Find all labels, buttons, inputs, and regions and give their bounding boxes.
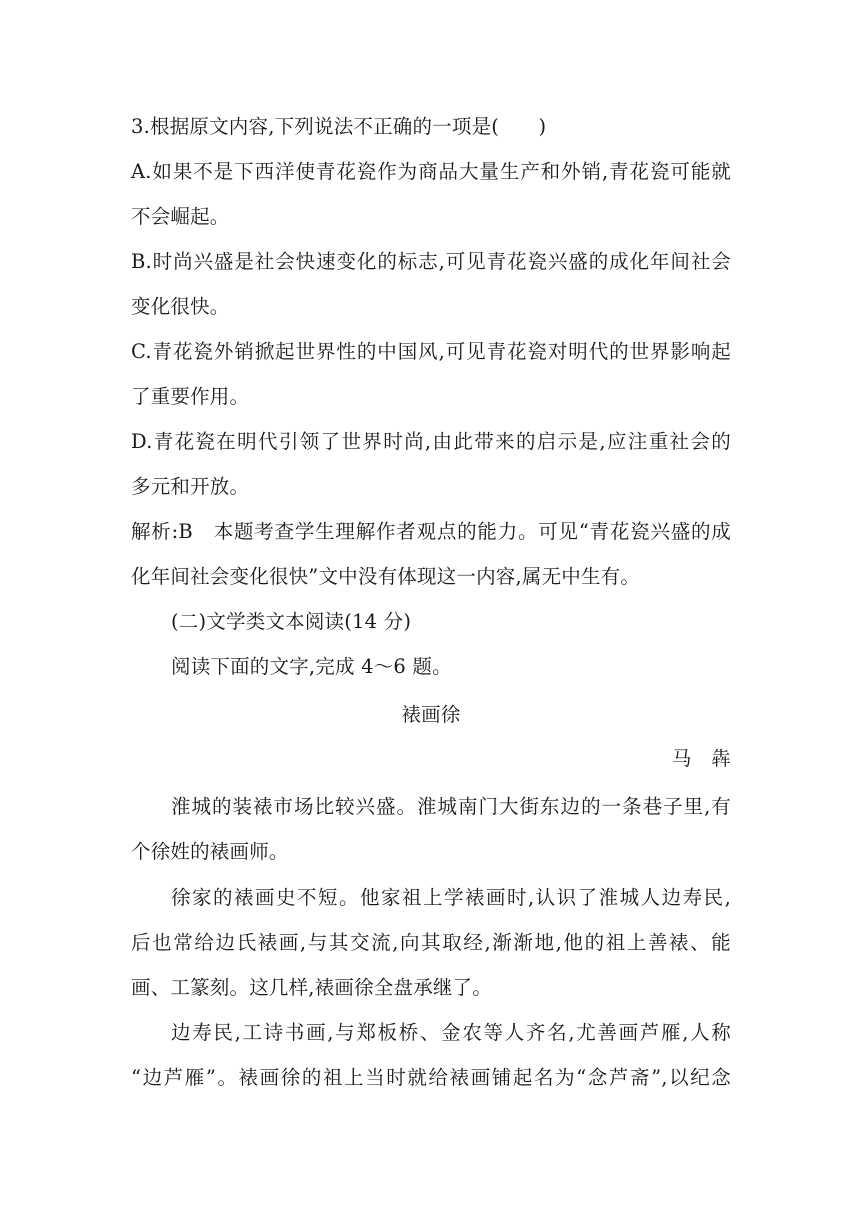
option-a-line-1: A.如果不是下西洋使青花瓷作为商品大量生产和外销,青花瓷可能就	[131, 160, 731, 183]
para3-line-2: “边芦雁”。裱画徐的祖上当时就给裱画铺起名为“念芦斋”,以纪念	[131, 1066, 731, 1089]
analysis-line-2: 化年间社会变化很快”文中没有体现这一内容,属无中生有。	[131, 565, 641, 588]
question-3-stem: 3.根据原文内容,下列说法不正确的一项是( )	[131, 115, 547, 138]
section-heading: (二)文学类文本阅读(14 分)	[171, 610, 412, 633]
option-c-line-2: 了重要作用。	[131, 385, 250, 408]
story-author: 马 犇	[671, 747, 731, 770]
analysis-line-1: 解析:B 本题考查学生理解作者观点的能力。可见“青花瓷兴盛的成	[131, 520, 731, 543]
para1-line-1: 淮城的装裱市场比较兴盛。淮城南门大街东边的一条巷子里,有	[171, 795, 731, 818]
para3-line-1: 边寿民,工诗书画,与郑板桥、金农等人齐名,尤善画芦雁,人称	[171, 1021, 731, 1044]
option-b-line-2: 变化很快。	[131, 295, 230, 318]
para2-line-2: 后也常给边氏裱画,与其交流,向其取经,渐渐地,他的祖上善裱、能	[131, 931, 731, 954]
option-a-line-2: 不会崛起。	[131, 205, 230, 228]
para1-line-2: 个徐姓的裱画师。	[131, 840, 289, 863]
reading-instruction: 阅读下面的文字,完成 4～6 题。	[171, 655, 452, 678]
option-d-line-1: D.青花瓷在明代引领了世界时尚,由此带来的启示是,应注重社会的	[131, 430, 731, 453]
option-b-line-1: B.时尚兴盛是社会快速变化的标志,可见青花瓷兴盛的成化年间社会	[131, 250, 731, 273]
para2-line-3: 画、工篆刻。这几样,裱画徐全盘承继了。	[131, 976, 492, 999]
option-d-line-2: 多元和开放。	[131, 475, 250, 498]
para2-line-1: 徐家的裱画史不短。他家祖上学裱画时,认识了淮城人边寿民,	[171, 886, 731, 909]
option-c-line-1: C.青花瓷外销掀起世界性的中国风,可见青花瓷对明代的世界影响起	[131, 340, 731, 363]
story-title: 裱画徐	[401, 703, 461, 726]
